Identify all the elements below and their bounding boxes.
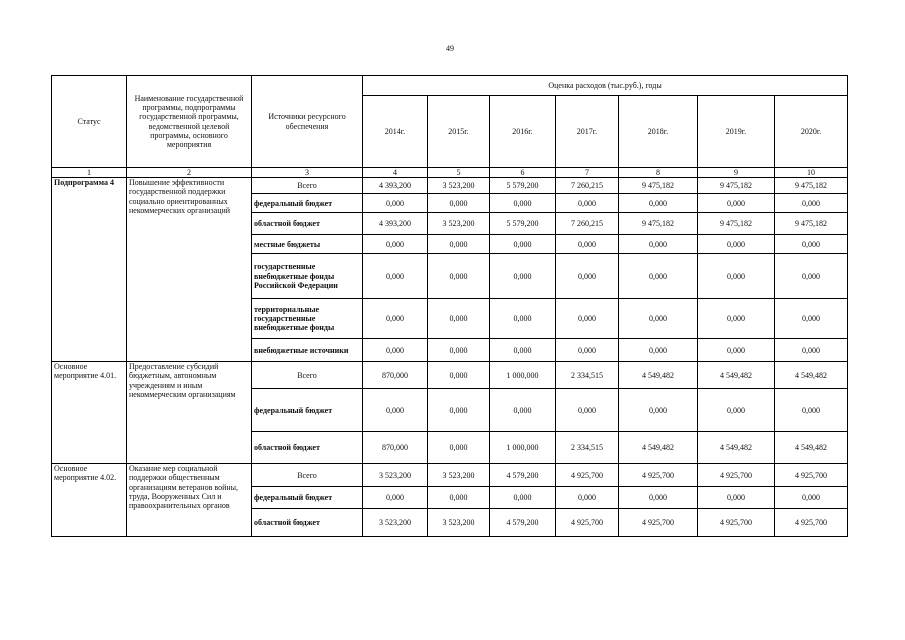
value-cell: 4 925,700 — [619, 464, 698, 487]
page-number: 49 — [446, 44, 454, 53]
value-cell: 0,000 — [775, 487, 848, 509]
value-cell: 0,000 — [775, 339, 848, 362]
value-cell: 0,000 — [698, 299, 775, 339]
source-cell: Всего — [252, 464, 363, 487]
header-year: 2019г. — [698, 96, 775, 168]
value-cell: 4 579,200 — [490, 509, 556, 537]
value-cell: 0,000 — [556, 254, 619, 299]
source-cell: территориальные государственные внебюджетные фонды — [252, 299, 363, 339]
column-number: 1 — [52, 168, 127, 178]
value-cell: 3 523,200 — [428, 178, 490, 194]
value-cell: 4 925,700 — [775, 464, 848, 487]
value-cell: 0,000 — [428, 299, 490, 339]
value-cell: 2 334,515 — [556, 432, 619, 464]
value-cell: 4 549,482 — [619, 432, 698, 464]
column-number: 8 — [619, 168, 698, 178]
source-cell: внебюджетные источники — [252, 339, 363, 362]
table-row — [52, 464, 848, 487]
value-cell: 9 475,182 — [619, 213, 698, 235]
value-cell: 7 260,215 — [556, 213, 619, 235]
value-cell: 0,000 — [363, 194, 428, 213]
name-cell: Оказание мер социальной поддержки общественным организациям ветеранов войны, труда, Вооруженных Сил и правоохранительных органов — [127, 464, 252, 537]
value-cell: 0,000 — [556, 299, 619, 339]
status-cell: Основное мероприятие 4.02. — [52, 464, 127, 537]
value-cell: 0,000 — [428, 432, 490, 464]
value-cell: 0,000 — [363, 299, 428, 339]
value-cell: 0,000 — [556, 339, 619, 362]
column-number: 6 — [490, 168, 556, 178]
column-number: 9 — [698, 168, 775, 178]
column-number: 5 — [428, 168, 490, 178]
value-cell: 0,000 — [619, 299, 698, 339]
header-sources: Источники ресурсного обеспечения — [252, 76, 363, 168]
source-cell: Всего — [252, 178, 363, 194]
value-cell: 3 523,200 — [428, 509, 490, 537]
header-year: 2014г. — [363, 96, 428, 168]
column-number: 2 — [127, 168, 252, 178]
value-cell: 3 523,200 — [428, 213, 490, 235]
name-cell: Предоставление субсидий бюджетным, автономным учреждениям и иным некоммерческим организациям — [127, 362, 252, 464]
value-cell: 0,000 — [775, 235, 848, 254]
column-number: 10 — [775, 168, 848, 178]
value-cell: 4 393,200 — [363, 213, 428, 235]
column-number: 4 — [363, 168, 428, 178]
source-cell: областной бюджет — [252, 432, 363, 464]
value-cell: 0,000 — [619, 389, 698, 432]
value-cell: 0,000 — [698, 254, 775, 299]
value-cell: 0,000 — [428, 194, 490, 213]
value-cell: 0,000 — [698, 389, 775, 432]
header-year: 2018г. — [619, 96, 698, 168]
header-year: 2017г. — [556, 96, 619, 168]
value-cell: 0,000 — [556, 194, 619, 213]
value-cell: 2 334,515 — [556, 362, 619, 389]
value-cell: 4 925,700 — [556, 509, 619, 537]
value-cell: 0,000 — [490, 254, 556, 299]
value-cell: 0,000 — [556, 235, 619, 254]
expense-table — [51, 75, 848, 537]
value-cell: 4 549,482 — [775, 362, 848, 389]
source-cell: государственные внебюджетные фонды Российской Федерации — [252, 254, 363, 299]
value-cell: 4 925,700 — [698, 509, 775, 537]
source-cell: областной бюджет — [252, 509, 363, 537]
value-cell: 4 925,700 — [556, 464, 619, 487]
value-cell: 0,000 — [363, 389, 428, 432]
value-cell: 0,000 — [775, 299, 848, 339]
value-cell: 4 549,482 — [698, 432, 775, 464]
value-cell: 4 579,200 — [490, 464, 556, 487]
value-cell: 1 000,000 — [490, 362, 556, 389]
header-year: 2015г. — [428, 96, 490, 168]
value-cell: 0,000 — [775, 389, 848, 432]
value-cell: 9 475,182 — [698, 213, 775, 235]
source-cell: местные бюджеты — [252, 235, 363, 254]
source-cell: федеральный бюджет — [252, 389, 363, 432]
table-row — [52, 362, 848, 389]
value-cell: 0,000 — [428, 235, 490, 254]
source-cell: федеральный бюджет — [252, 194, 363, 213]
value-cell: 7 260,215 — [556, 178, 619, 194]
value-cell: 0,000 — [428, 362, 490, 389]
value-cell: 5 579,200 — [490, 178, 556, 194]
column-number-row — [52, 168, 848, 178]
value-cell: 4 549,482 — [698, 362, 775, 389]
value-cell: 4 925,700 — [775, 509, 848, 537]
value-cell: 0,000 — [556, 389, 619, 432]
source-cell: Всего — [252, 362, 363, 389]
value-cell: 870,000 — [363, 432, 428, 464]
value-cell: 0,000 — [619, 487, 698, 509]
name-cell: Повышение эффективности государственной поддержки социально ориентированных некоммерческих организаций — [127, 178, 252, 362]
value-cell: 0,000 — [490, 235, 556, 254]
value-cell: 0,000 — [428, 254, 490, 299]
value-cell: 0,000 — [490, 389, 556, 432]
value-cell: 0,000 — [363, 487, 428, 509]
source-cell: федеральный бюджет — [252, 487, 363, 509]
value-cell: 3 523,200 — [363, 464, 428, 487]
value-cell: 9 475,182 — [775, 213, 848, 235]
value-cell: 9 475,182 — [775, 178, 848, 194]
value-cell: 0,000 — [775, 194, 848, 213]
value-cell: 0,000 — [490, 299, 556, 339]
header-year: 2016г. — [490, 96, 556, 168]
value-cell: 0,000 — [363, 235, 428, 254]
value-cell: 3 523,200 — [363, 509, 428, 537]
value-cell: 0,000 — [698, 194, 775, 213]
value-cell: 4 925,700 — [619, 509, 698, 537]
value-cell: 0,000 — [490, 487, 556, 509]
value-cell: 1 000,000 — [490, 432, 556, 464]
value-cell: 0,000 — [428, 487, 490, 509]
value-cell: 0,000 — [698, 487, 775, 509]
value-cell: 0,000 — [363, 254, 428, 299]
column-number: 7 — [556, 168, 619, 178]
value-cell: 9 475,182 — [698, 178, 775, 194]
value-cell: 0,000 — [619, 194, 698, 213]
header-estimate: Оценка расходов (тыс.руб.), годы — [363, 76, 848, 96]
value-cell: 0,000 — [619, 235, 698, 254]
header-status: Статус — [52, 76, 127, 168]
value-cell: 0,000 — [775, 254, 848, 299]
value-cell: 0,000 — [428, 389, 490, 432]
value-cell: 4 549,482 — [775, 432, 848, 464]
value-cell: 0,000 — [490, 339, 556, 362]
value-cell: 0,000 — [490, 194, 556, 213]
source-cell: областной бюджет — [252, 213, 363, 235]
table-row — [52, 178, 848, 194]
value-cell: 4 393,200 — [363, 178, 428, 194]
value-cell: 0,000 — [698, 339, 775, 362]
value-cell: 0,000 — [619, 254, 698, 299]
value-cell: 870,000 — [363, 362, 428, 389]
value-cell: 0,000 — [556, 487, 619, 509]
status-cell: Подпрограмма 4 — [52, 178, 127, 362]
value-cell: 4 549,482 — [619, 362, 698, 389]
value-cell: 0,000 — [619, 339, 698, 362]
value-cell: 3 523,200 — [428, 464, 490, 487]
value-cell: 0,000 — [698, 235, 775, 254]
column-number: 3 — [252, 168, 363, 178]
header-name: Наименование государственной программы, подпрограммы государственной программы, ведомственной целевой программы, основного мероприятия — [127, 76, 252, 168]
value-cell: 5 579,200 — [490, 213, 556, 235]
value-cell: 0,000 — [428, 339, 490, 362]
value-cell: 0,000 — [363, 339, 428, 362]
header-year: 2020г. — [775, 96, 848, 168]
status-cell: Основное мероприятие 4.01. — [52, 362, 127, 464]
value-cell: 9 475,182 — [619, 178, 698, 194]
value-cell: 4 925,700 — [698, 464, 775, 487]
